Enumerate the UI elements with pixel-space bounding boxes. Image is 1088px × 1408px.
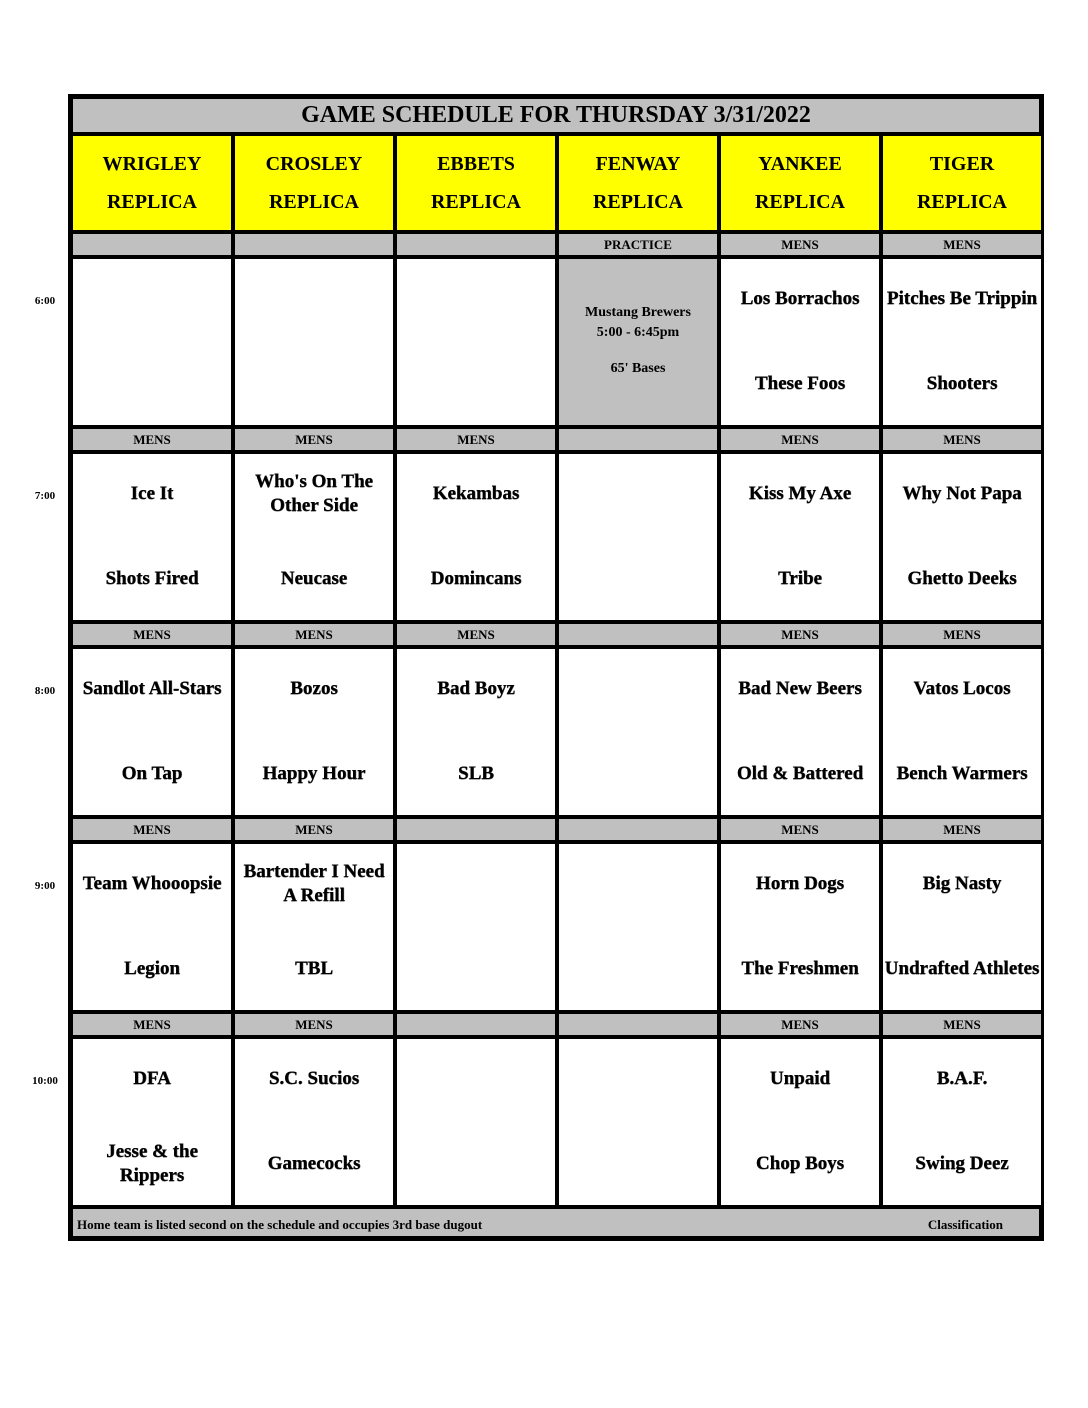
classification-label: MENS (719, 1012, 881, 1037)
classification-label: MENS (71, 817, 233, 842)
classification-label (71, 232, 233, 257)
classification-label: MENS (881, 1012, 1043, 1037)
away-team: Unpaid (769, 1068, 831, 1089)
home-team: Legion (124, 958, 180, 979)
classification-label (557, 1012, 719, 1037)
venue-type: REPLICA (754, 191, 845, 213)
home-team: Shooters (926, 373, 998, 394)
home-team: Jesse & the Rippers (106, 1141, 198, 1186)
home-team: The Freshmen (741, 958, 859, 979)
empty-game-cell (71, 257, 233, 427)
away-team: Vatos Locos (913, 678, 1011, 699)
home-team: Bench Warmers (896, 763, 1028, 784)
away-team: DFA (133, 1068, 171, 1089)
away-team: Sandlot All-Stars (82, 678, 222, 699)
venue-type: REPLICA (106, 191, 197, 213)
game-cell (71, 842, 233, 1012)
classification-label: MENS (881, 232, 1043, 257)
venue-header (557, 134, 719, 232)
empty-game-cell (233, 257, 395, 427)
away-team: Kekambas (432, 483, 520, 504)
home-team: Happy Hour (262, 763, 366, 784)
classification-label (557, 817, 719, 842)
time-label: 9:00 (34, 880, 56, 892)
empty-game-cell (557, 842, 719, 1012)
empty-game-cell (395, 842, 557, 1012)
home-team: These Foos (754, 373, 846, 394)
game-cell (71, 647, 233, 817)
venue-name: EBBETS (437, 153, 515, 175)
venue-header (395, 134, 557, 232)
home-team: SLB (458, 763, 494, 784)
empty-game-cell (557, 1037, 719, 1207)
venue-type: REPLICA (268, 191, 359, 213)
game-cell (881, 842, 1043, 1012)
classification-label: MENS (719, 427, 881, 452)
home-team: Ghetto Deeks (907, 568, 1017, 589)
away-team: Bad New Beers (738, 678, 862, 699)
home-team: Domincans (430, 568, 522, 589)
away-team: Bad Boyz (437, 678, 515, 699)
empty-game-cell (395, 1037, 557, 1207)
home-team: TBL (294, 958, 334, 979)
venue-name: TIGER (929, 153, 995, 175)
empty-game-cell (557, 647, 719, 817)
venue-header (71, 134, 233, 232)
game-cell (719, 842, 881, 1012)
game-cell (881, 452, 1043, 622)
away-team: Who's On The Other Side (255, 471, 373, 516)
footer-bar (71, 1207, 1041, 1238)
game-cell (395, 452, 557, 622)
practice-notes: 65' Bases (610, 361, 666, 376)
empty-game-cell (557, 452, 719, 622)
schedule-title: GAME SCHEDULE FOR THURSDAY 3/31/2022 (71, 97, 1041, 134)
away-team: Pitches Be Trippin (886, 288, 1038, 309)
time-label: 6:00 (34, 295, 56, 307)
classification-label (395, 817, 557, 842)
venue-name: WRIGLEY (102, 153, 202, 175)
game-cell (233, 1037, 395, 1207)
practice-block (557, 257, 719, 427)
classification-label: MENS (233, 427, 395, 452)
venue-type: REPLICA (916, 191, 1007, 213)
home-team: Undrafted Athletes (884, 958, 1040, 979)
practice-hours: 5:00 - 6:45pm (596, 325, 680, 340)
game-cell (233, 647, 395, 817)
away-team: Bozos (290, 678, 338, 699)
venue-header (881, 134, 1043, 232)
practice-info (559, 303, 717, 343)
game-cell (233, 452, 395, 622)
classification-label: MENS (719, 622, 881, 647)
venue-type: REPLICA (592, 191, 683, 213)
game-cell (395, 647, 557, 817)
classification-label: MENS (395, 427, 557, 452)
away-team: Los Borrachos (740, 288, 860, 309)
venue-header (233, 134, 395, 232)
game-cell (719, 1037, 881, 1207)
classification-label (395, 232, 557, 257)
away-team: Kiss My Axe (748, 483, 852, 504)
classification-label: MENS (719, 817, 881, 842)
away-team: S.C. Sucios (268, 1068, 360, 1089)
away-team: Why Not Papa (902, 483, 1022, 504)
venue-name: FENWAY (595, 153, 681, 175)
home-team: On Tap (121, 763, 183, 784)
classification-label: MENS (719, 232, 881, 257)
away-team: Ice It (130, 483, 174, 504)
time-label: 7:00 (34, 490, 56, 502)
classification-label (557, 427, 719, 452)
time-label: 8:00 (34, 685, 56, 697)
home-team: Gamecocks (267, 1153, 361, 1174)
away-team: Horn Dogs (755, 873, 845, 894)
footer-note: Home team is listed second on the schedule and occupies 3rd base dugout (77, 1217, 483, 1232)
game-cell (71, 1037, 233, 1207)
classification-label: MENS (233, 817, 395, 842)
classification-label: MENS (71, 622, 233, 647)
away-team: Team Whooopsie (82, 873, 222, 894)
practice-team: Mustang Brewers (585, 305, 691, 320)
time-label: 10:00 (32, 1075, 58, 1087)
away-team: B.A.F. (936, 1068, 988, 1089)
classification-label: MENS (881, 622, 1043, 647)
venue-name: CROSLEY (265, 153, 363, 175)
classification-label: MENS (881, 427, 1043, 452)
venue-name: YANKEE (758, 153, 842, 175)
classification-label: MENS (71, 427, 233, 452)
away-team: Big Nasty (922, 873, 1002, 894)
classification-label (233, 232, 395, 257)
home-team: Tribe (778, 568, 822, 589)
home-team: Swing Deez (915, 1153, 1009, 1174)
classification-label: MENS (395, 622, 557, 647)
classification-label: PRACTICE (557, 232, 719, 257)
classification-label (395, 1012, 557, 1037)
classification-label: MENS (233, 622, 395, 647)
home-team: Chop Boys (755, 1153, 845, 1174)
game-cell (881, 647, 1043, 817)
classification-label: MENS (881, 817, 1043, 842)
schedule-table (68, 94, 1044, 1241)
home-team: Neucase (280, 568, 348, 589)
venue-header (719, 134, 881, 232)
venue-type: REPLICA (430, 191, 521, 213)
classification-label: MENS (71, 1012, 233, 1037)
game-cell (881, 1037, 1043, 1207)
away-team: Bartender I Need A Refill (243, 861, 385, 906)
empty-game-cell (395, 257, 557, 427)
game-cell (71, 452, 233, 622)
game-cell (233, 842, 395, 1012)
footer-classification-label: Classification (927, 1217, 1003, 1232)
game-cell (719, 257, 881, 427)
classification-label (557, 622, 719, 647)
classification-label: MENS (233, 1012, 395, 1037)
game-cell (881, 257, 1043, 427)
home-team: Old & Battered (736, 763, 864, 784)
game-cell (719, 647, 881, 817)
home-team: Shots Fired (105, 568, 199, 589)
game-cell (719, 452, 881, 622)
